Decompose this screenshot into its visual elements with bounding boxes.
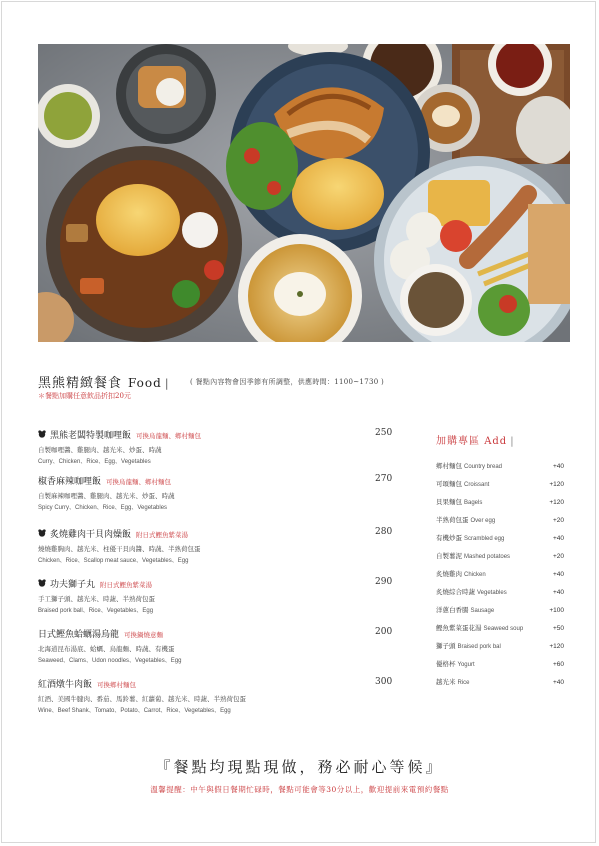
addon-name-en: Croissant [464, 482, 490, 488]
addon-item [436, 587, 564, 597]
food-option-tag: 可換鄉村麵包 [97, 681, 137, 689]
addon-item [436, 605, 564, 615]
addon-name-en: Sausage [470, 608, 495, 614]
addon-name-en: Yogurt [457, 662, 475, 668]
food-description: 北海道昆布湯底、蛤蠣、烏龍麵、時蔬、有機蛋 [38, 645, 175, 653]
drink-discount-note: ＊餐點加購任意飲品折扣20元 [38, 392, 131, 400]
addon-name-en: Chicken [464, 572, 486, 578]
bear-icon [38, 430, 46, 438]
addon-name: 獅子頭 [436, 642, 456, 650]
addon-name-en: Over egg [470, 518, 496, 524]
food-description-en: Seaweed、Clams、Udon noodles、Vegetables、Egg [38, 658, 182, 664]
addon-item [436, 515, 564, 525]
addon-item [436, 569, 564, 579]
menu-title [38, 372, 170, 391]
addon-item [436, 677, 564, 687]
addon-price: +20 [552, 517, 564, 524]
menu-title-en: Food [128, 376, 162, 390]
food-description-en: Wine、Beef Shank、Tomato、Potato、Carrot、Rice、Vegetables、Egg [38, 708, 231, 714]
addon-name-en: Seaweed soup [483, 626, 524, 632]
addon-name: 半熟荷包蛋 [436, 516, 469, 524]
food-price: 280 [375, 527, 393, 537]
menu-title-zh: 黑熊精緻餐食 [38, 376, 123, 391]
addon-price: +120 [549, 499, 564, 506]
addon-item [436, 497, 564, 507]
food-item [38, 627, 398, 664]
addon-item [436, 461, 564, 471]
food-description: 自製麻辣咖哩醬、雞腿肉、越光米、炒蛋、時蔬 [38, 492, 175, 500]
addon-item [436, 533, 564, 543]
food-option-tag: 可換鍋燒意麵 [124, 631, 164, 639]
food-name: 炙燒雞肉干貝肉燥飯 [50, 530, 132, 540]
addon-name-en: Rice [457, 680, 470, 686]
food-option-tag: 可換烏龍麵、鄉村麵包 [136, 432, 202, 440]
food-description-en: Curry、Chicken、Rice、Egg、Vegetables [38, 459, 151, 465]
food-photo [38, 44, 570, 342]
food-name: 日式鰹魚蛤蠣湯烏龍 [38, 630, 120, 640]
food-option-tag: 附日式鰹魚紫菜湯 [136, 531, 189, 539]
addon-price: +20 [552, 553, 564, 560]
addon-price: +50 [552, 625, 564, 632]
addon-name-en: Bagels [464, 500, 483, 506]
slogan: 『餐點均現點現做，務必耐心等候』 [155, 758, 444, 776]
food-description-en: Spicy Curry、Chicken、Rice、Egg、Vegetables [38, 505, 168, 511]
addon-name: 貝果麵包 [436, 498, 462, 506]
addon-name-en: Scrambled egg [464, 536, 505, 542]
food-price: 290 [375, 577, 393, 587]
food-description: 手工獅子頭、越光米、時蔬、半熟荷包蛋 [38, 595, 155, 603]
bear-icon [38, 579, 46, 587]
food-price: 300 [375, 677, 393, 687]
food-name: 功夫獅子丸 [50, 580, 96, 590]
bear-icon [38, 529, 46, 537]
addon-price: +40 [552, 679, 564, 686]
addon-title-en: Add [484, 436, 508, 447]
food-description: 自製咖哩醬、雞腿肉、越光米、炒蛋、時蔬 [38, 446, 162, 454]
food-price: 200 [375, 627, 393, 637]
addon-name-en: Country bread [464, 464, 503, 470]
addon-name-en: Vegetables [477, 590, 507, 596]
addon-title [436, 432, 515, 447]
addon-title-bar: | [510, 436, 515, 447]
food-item [38, 428, 398, 465]
addon-item [436, 479, 564, 489]
food-description: 紅酒、美國牛腱肉、番茄、馬鈴薯、紅蘿蔔、越光米、時蔬、半熟荷包蛋 [38, 695, 246, 703]
waiting-reminder: 溫馨提醒：中午與假日餐期忙碌時，餐點可能會等30分以上，歡迎提前來電預約餐點 [150, 785, 449, 794]
food-item [38, 527, 398, 564]
food-item [38, 577, 398, 614]
food-option-tag: 可換烏龍麵、鄉村麵包 [106, 478, 172, 486]
food-description-en: Braised pork ball、Rice、Vegetables、Egg [38, 608, 154, 614]
food-price: 250 [375, 428, 393, 438]
food-description: 燒燒雞胸肉、越光米、柱優干貝肉醬、時蔬、半熟荷包蛋 [38, 545, 201, 553]
addon-name: 鄉村麵包 [436, 462, 462, 470]
addon-title-zh: 加購專區 [436, 436, 480, 447]
addon-name: 有機炒蛋 [436, 534, 462, 542]
addon-name-en: Mashed potatoes [464, 554, 511, 560]
addon-price: +120 [549, 481, 564, 488]
addon-name: 炙燒雞肉 [436, 570, 462, 578]
addon-name: 鰹魚紫菜蛋花湯 [436, 624, 482, 632]
menu-title-bar: | [164, 377, 170, 390]
food-name: 黑熊老闆特製咖哩飯 [50, 431, 132, 441]
addon-price: +40 [552, 571, 564, 578]
addon-price: +40 [552, 463, 564, 470]
addon-item [436, 623, 564, 633]
food-item [38, 677, 398, 714]
addon-name: 越光米 [436, 678, 456, 686]
addon-name: 自製薯泥 [436, 552, 462, 560]
food-description-en: Chicken、Rice、Scallop meat sauce、Vegetables、Egg [38, 558, 189, 564]
addon-price: +100 [549, 607, 564, 614]
food-option-tag: 附日式鰹魚紫菜湯 [100, 581, 153, 589]
food-name: 椒香麻辣咖哩飯 [38, 477, 102, 487]
addon-item [436, 551, 564, 561]
addon-name: 可頌麵包 [436, 480, 462, 488]
food-name: 紅酒燉牛肉飯 [38, 680, 93, 690]
addon-name: 洋蔥白香腸 [436, 606, 469, 614]
addon-price: +40 [552, 589, 564, 596]
addon-price: +40 [552, 535, 564, 542]
service-hours-note: ( 餐點內容物會因季節有所調整，供應時間：1100~1730 ) [190, 378, 385, 386]
addon-name-en: Braised pork bal [457, 644, 501, 650]
addon-price: +60 [552, 661, 564, 668]
addon-name: 炙燒綜合時蔬 [436, 588, 475, 596]
addon-item [436, 659, 564, 669]
addon-name: 優格杯 [436, 660, 456, 668]
addon-price: +120 [549, 643, 564, 650]
addon-item [436, 641, 564, 651]
food-price: 270 [375, 474, 393, 484]
food-item [38, 474, 398, 511]
